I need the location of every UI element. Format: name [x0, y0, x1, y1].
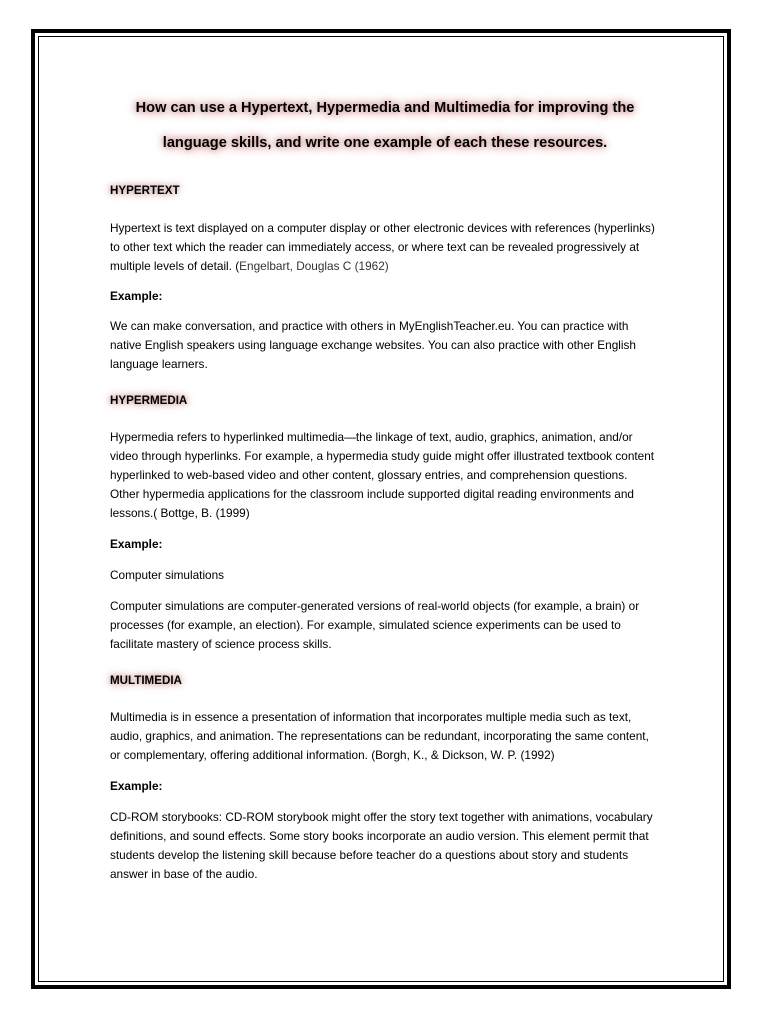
title-line-2: language skills, and write one example of each these resources. — [162, 135, 608, 151]
hypermedia-example-title: Computer simulations — [110, 568, 225, 582]
hypermedia-paragraph: Hypermedia refers to hyperlinked multimedia—the linkage of text, audio, graphics, animation, and/or video through hyperlinks. For example, a hypermedia study guide might offer illustrated textbook content hyperlinked to web-based video and other content, glossary entries, and comprehension questions. Other hypermedia applications for the classroom include supported digital reading environments and lessons.( Bottge, B. (1999) — [110, 430, 655, 520]
hypermedia-section — [110, 391, 660, 654]
hypertext-paragraph — [110, 219, 660, 276]
hypertext-example-label: Example: — [110, 289, 163, 303]
hypertext-citation: Engelbart, Douglas C (1962) — [239, 259, 389, 273]
multimedia-example-text: CD-ROM storybooks: CD-ROM storybook might offer the story text together with animations, vocabulary definitions, and sound effects. Some story books incorporate an audio version. This element permit that students develop the listening skill because before teacher do a questions about story and students answer in base of the audio. — [110, 810, 653, 881]
title-line-1: How can use a Hypertext, Hypermedia and Multimedia for improving the — [135, 100, 635, 116]
multimedia-heading: MULTIMEDIA — [110, 674, 182, 687]
hypertext-paragraph-text: Hypertext is text displayed on a computer display or other electronic devices with references (hyperlinks) to other text which the reader can immediately access, or where text can be revealed progressively at multiple levels of detail. ( — [110, 221, 655, 273]
multimedia-paragraph: Multimedia is in essence a presentation of information that incorporates multiple media such as text, audio, graphics, and animation. The representations can be redundant, incorporating the same content, or complementary, offering additional information. (Borgh, K., & Dickson, W. P. (1992) — [110, 710, 649, 762]
document-body — [110, 88, 660, 884]
hypermedia-heading: HYPERMEDIA — [110, 394, 188, 407]
document-title — [90, 88, 680, 161]
hypertext-heading: HYPERTEXT — [110, 184, 180, 197]
multimedia-example-label: Example: — [110, 779, 163, 793]
multimedia-section — [110, 671, 660, 884]
hypertext-section — [110, 181, 660, 374]
hypertext-example-text: We can make conversation, and practice with others in MyEnglishTeacher.eu. You can practice with native English speakers using language exchange websites. You can also practice with other English language learners. — [110, 319, 636, 371]
hypermedia-example-label: Example: — [110, 537, 163, 551]
hypermedia-example-text: Computer simulations are computer-generated versions of real-world objects (for example, a brain) or processes (for example, an election). For example, simulated science experiments can be used to facilitate mastery of science process skills. — [110, 599, 640, 651]
